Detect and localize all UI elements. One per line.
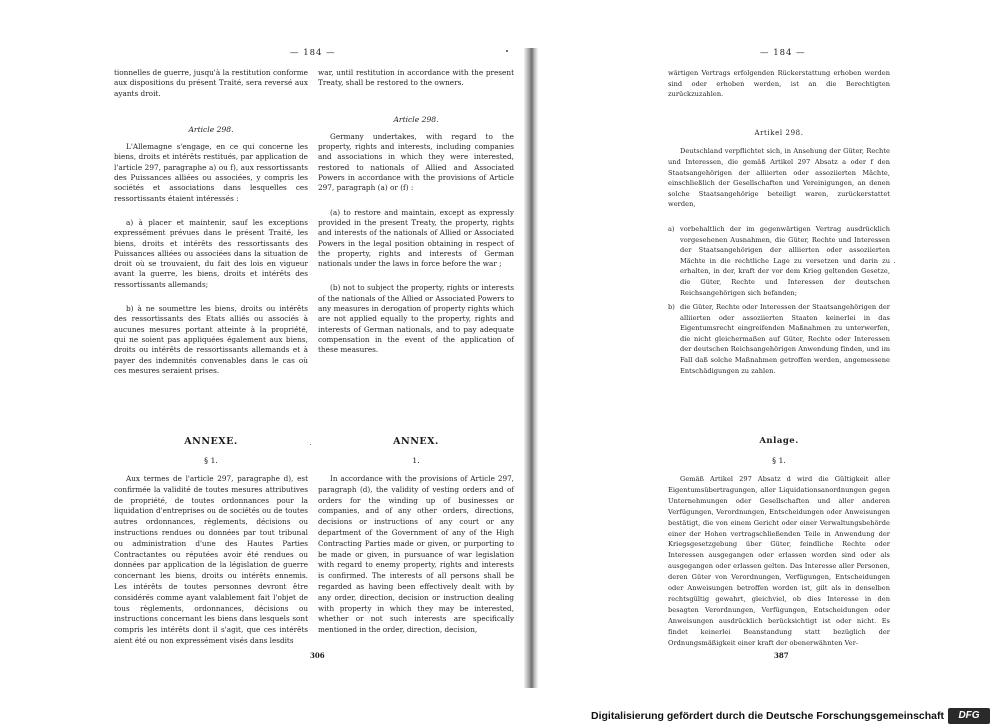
french-item-a: a) à placer et maintenir, sauf les exceptions expressément prévues dans le présent Traité, les biens, droits et intérêts des ressortissants des Puissances alliées ou associées dans la situation de droit où se trouvaient, du fait des lois en vigueur avant la guerre, les biens, droits et intérêts des ressortissants allemands; xyxy=(114,217,308,289)
right-page xyxy=(538,0,1000,705)
english-intro: war, until restitution in accordance with the present Treaty, shall be restored to the owners. xyxy=(318,68,514,88)
german-article-heading: Artikel 298. xyxy=(754,128,804,137)
english-annex-column xyxy=(318,474,514,643)
german-section-number: § 1. xyxy=(772,456,786,465)
french-article-intro: L'Allemagne s'engage, en ce qui concerne les biens, droits et intérêts restitués, par application de l'article 297, paragraphe a) ou f), aux ressortissants des Puissances alliées ou associées, y compris les sociétés et associations dans lesquelles ces ressortissants étaient intéressés : xyxy=(114,142,308,203)
french-article-heading: Article 298. xyxy=(188,124,234,134)
german-column-top xyxy=(668,68,890,381)
german-item-a xyxy=(668,224,890,298)
german-article-intro: Deutschland verpflichtet sich, in Ansehung der Güter, Rechte und Interessen, die gemäß Artikel 297 Absatz a oder f den Staatsangehörigen der alliierten oder assoziierten Mächte, einschließlich der Gesellschaften und Vereinigungen, an denen solche Staatsangehörige beteiligt waren, zurückerstattet werden, xyxy=(668,147,890,209)
french-intro: tionnelles de guerre, jusqu'à la restitution conforme aux dispositions du présent Traité, sera reversé aux ayants droit. xyxy=(114,68,308,98)
english-annex-heading: ANNEX. xyxy=(393,436,439,447)
french-column-top xyxy=(114,68,308,383)
left-footer-number: 306 xyxy=(310,651,325,660)
german-intro: wärtigen Vertrags erfolgenden Rückerstattung erhoben werden sind oder erhoben werden, ist an die Berechtigten zurückzuzahlen. xyxy=(668,69,890,99)
left-page-number: — 184 — xyxy=(290,48,336,58)
german-item-a-text: vorbehaltlich der im gegenwärtigen Vertrag ausdrücklich vorgesehenen Ausnahmen, die Güter, Rechte und Interessen der Staatsangehörigen der alliierten oder assoziierten Mächte in die rechtliche Lage zu versetzen und darin zu erhalten, in der, kraft der vor dem Krieg geltenden Gesetze, die Güter, Rechte und Interessen der deutschen Reichsangehörigen sich befanden; xyxy=(680,224,890,297)
german-annex-column xyxy=(668,474,890,656)
german-item-a-label: a) xyxy=(668,224,675,233)
french-item-b: b) à ne soumettre les biens, droits ou intérêts des ressortissants des Etats alliés ou associés à aucunes mesures portant atteinte à la propriété, qui ne soient pas appliquées également aux biens, droits ou intérêts de ressortissants allemands et à payer des indemnités convenables dans le cas où ces mesures seraient prises. xyxy=(114,304,308,375)
book-gutter xyxy=(524,48,538,688)
dfg-logo-icon: DFG xyxy=(948,708,990,724)
english-column-top xyxy=(318,68,514,363)
german-item-b-text: die Güter, Rechte oder Interessen der Staatsangehörigen der alliierten oder assoziierten Staaten keinerlei in das Eigentumsrecht eingreifenden Maßnahmen zu unterwerfen, die nicht gleichermaßen auf Güter, Rechte oder Interessen der deutschen Reichsangehörigen Anwendung finden, und im Fall daß solche Maßnahmen getroffen werden, angemessene Entschädigungen zu zahlen. xyxy=(680,303,890,375)
german-item-b-label: b) xyxy=(668,303,675,312)
english-article-heading: Article 298. xyxy=(393,114,439,124)
banner-text: Digitalisierung gefördert durch die Deutsche Forschungsgemeinschaft xyxy=(591,710,944,722)
german-annex-heading: Anlage. xyxy=(759,436,799,446)
french-annex-heading: ANNEXE. xyxy=(184,436,238,447)
digitization-banner xyxy=(0,705,1000,727)
french-annex-column xyxy=(114,474,308,654)
english-annex-text: In accordance with the provisions of Article 297, paragraph (d), the validity of vesting orders and of orders for the winding up of businesses or companies, and of any other orders, directions, decisions or instructions of any court or any department of the Government of any of the High Contracting Parties made or given, or purporting to be made or given, in pursuance of war legislation with regard to enemy property, rights and interests is confirmed. The interests of all persons shall be regarded as having been effectively dealt with by any order, direction, decision or instruction dealing with property in which they may be interested, whether or not such interests are specifically mentioned in the order, direction, decision, xyxy=(318,474,514,635)
english-item-a: (a) to restore and maintain, except as expressly provided in the present Treaty, the property, rights and interests of the nationals of Allied or Associated Powers in the legal position obtaining in respect of the property, rights and interests of German nationals under the laws in force before the war ; xyxy=(318,207,514,269)
english-article-intro: Germany undertakes, with regard to the property, rights and interests, including companies and associations in which they were interested, restored to nationals of Allied and Associated Powers in accordance with the provisions of Article 297, paragraph (a) or (f) : xyxy=(318,131,514,193)
english-section-number: 1. xyxy=(412,456,420,465)
english-item-b: (b) not to subject the property, rights or interests of the nationals of the Allied or Associated Powers to any measures in derogation of property rights which are not applied equally to the property, rights and interests of German nationals, and to pay adequate compensation in the event of the application of these measures. xyxy=(318,283,514,355)
german-item-b xyxy=(668,302,890,376)
german-annex-text: Gemäß Artikel 297 Absatz d wird die Gültigkeit aller Eigentumsübertragungen, aller Liquidationsanordnungen gegen Unternehmungen oder Gesellschaften und aller anderen Verfügungen, Verordnungen, Entscheidungen oder Anweisungen bestätigt, die von einem Gericht oder einer Verwaltungsbehörde einer der Hohen vertragschließenden Teile in Anwendung der Kriegsgesetzgebung über Güter, feindliche Rechte oder Interessen ausgegangen oder erlassen worden sind oder als ausgegangen oder erlassen gelten. Das Interesse aller Personen, deren Güter von Verordnungen, Verfügungen, Entscheidungen oder Anweisungen betroffen worden ist, gilt als in denselben rechtsgültig gewahrt, gleichviel, ob dies Interesse in den besagten Verordnungen, Verfügungen, Entscheidungen oder Anweisungen ausdrücklich berücksichtigt ist oder nicht. Es findet keinerlei Beanstandung statt bezüglich der Ordnungsmäßigkeit einer kraft der obenerwähnten Ver- xyxy=(668,475,890,647)
french-annex-text: Aux termes de l'article 297, paragraphe d), est confirmée la validité de toutes mesures attributives de propriété, de toutes ordonnances pour la liquidation d'entreprises ou de sociétés ou de toutes autres ordonnances, règlements, décisions ou instructions rendues ou données par tout tribunal ou administration d'une des Hautes Parties Contractantes ou réputées avoir été rendues ou données par application de la législation de guerre concernant les biens, droits ou intérêts ennemis. Les intérêts de toutes personnes devront être considérés comme ayant valablement fait l'objet de tous règlements, ordonnances, décisions ou instructions concernant les biens dans lesquels sont compris les intérêts dont il s'agit, que ces intérêts aient été ou non expressément visés dans lesdits xyxy=(114,474,308,645)
french-section-number: § 1. xyxy=(204,456,218,465)
right-page-number: — 184 — xyxy=(760,48,806,58)
right-footer-number: 387 xyxy=(774,651,789,660)
